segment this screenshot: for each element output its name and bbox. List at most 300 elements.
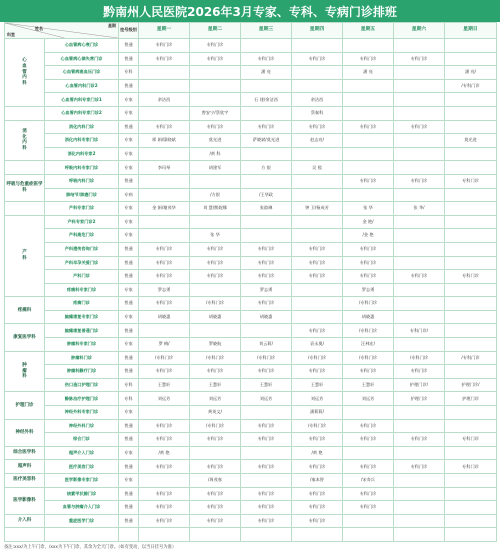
- schedule-cell: [343, 134, 394, 148]
- schedule-cell: [241, 406, 292, 420]
- schedule-cell: 专科门诊: [343, 487, 394, 501]
- clinic-name-cell: 疼痛科专家门诊: [45, 283, 119, 297]
- day-header: 星期四: [292, 23, 343, 39]
- schedule-cell: [445, 256, 497, 270]
- schedule-cell: /方银: [190, 188, 241, 202]
- level-cell: 普通: [119, 433, 139, 447]
- schedule-cell: [445, 106, 497, 120]
- schedule-cell: [394, 419, 445, 433]
- level-header: 挂号级别: [119, 23, 139, 39]
- day-header: 星期三: [241, 23, 292, 39]
- schedule-cell: [394, 93, 445, 107]
- table-row: [5, 460, 497, 474]
- department-cell: 医疗美容科: [5, 474, 45, 488]
- schedule-cell: 专科门诊: [139, 297, 190, 311]
- schedule-cell: /专科门诊: [241, 351, 292, 365]
- schedule-cell: [343, 147, 394, 161]
- schedule-cell: /专科门诊: [190, 297, 241, 311]
- department-cell: [5, 528, 45, 542]
- clinic-name-cell: 肿瘤科静疗门诊: [45, 365, 119, 379]
- table-row: [5, 229, 497, 243]
- schedule-cell: [445, 514, 497, 528]
- schedule-cell: 专科门诊: [241, 433, 292, 447]
- table-row: [5, 134, 497, 148]
- level-cell: 专科: [119, 66, 139, 80]
- schedule-cell: [292, 147, 343, 161]
- schedule-cell: [139, 229, 190, 243]
- schedule-table: [4, 22, 497, 542]
- level-cell: 专家: [119, 93, 139, 107]
- schedule-cell: 罗 梅/: [139, 338, 190, 352]
- clinic-name-cell: 消化内科专家2: [45, 147, 119, 161]
- schedule-cell: 专科门诊: [394, 433, 445, 447]
- schedule-cell: 潘 亮/: [445, 66, 497, 80]
- table-row: [5, 270, 497, 284]
- clinic-name-cell: 神经外科门诊: [45, 419, 119, 433]
- schedule-cell: [241, 79, 292, 93]
- department-cell: 康复医学科: [5, 324, 45, 351]
- level-cell: 普通: [119, 487, 139, 501]
- department-cell: [5, 161, 45, 175]
- schedule-cell: [445, 202, 497, 216]
- schedule-cell: 专科门诊: [241, 256, 292, 270]
- schedule-cell: /专科门诊: [292, 419, 343, 433]
- schedule-cell: 专科门诊: [292, 514, 343, 528]
- schedule-cell: 刘远芳: [190, 392, 241, 406]
- table-header-row: [5, 23, 497, 39]
- schedule-cell: /专科门诊: [343, 324, 394, 338]
- schedule-cell: [394, 474, 445, 488]
- schedule-cell: 专科门诊: [343, 433, 394, 447]
- schedule-cell: 专科门诊: [190, 256, 241, 270]
- schedule-cell: [139, 188, 190, 202]
- schedule-cell: [445, 161, 497, 175]
- schedule-cell: 专科门诊: [139, 120, 190, 134]
- department-cell: 呼吸与危重症医学科: [5, 174, 45, 201]
- schedule-cell: 专科门诊: [394, 174, 445, 188]
- clinic-name-cell: 心血管内科专家门诊1: [45, 93, 119, 107]
- clinic-name-cell: 肺结节/肺癌门诊: [45, 188, 119, 202]
- schedule-cell: [343, 514, 394, 528]
- schedule-cell: 王慧轩: [139, 378, 190, 392]
- schedule-cell: 专科门诊/: [394, 324, 445, 338]
- schedule-cell: 专科门诊: [241, 501, 292, 515]
- schedule-cell: /专科门诊: [445, 351, 497, 365]
- table-row: [5, 446, 497, 460]
- schedule-cell: 汪林宏/: [343, 338, 394, 352]
- schedule-cell: 专科门诊: [241, 297, 292, 311]
- schedule-cell: /专科门诊: [190, 419, 241, 433]
- schedule-cell: [394, 501, 445, 515]
- schedule-cell: [292, 79, 343, 93]
- schedule-cell: 护理门诊: [445, 392, 497, 406]
- schedule-cell: 专科门诊: [190, 460, 241, 474]
- schedule-cell: 专科门诊: [190, 433, 241, 447]
- schedule-cell: 专科门诊: [343, 419, 394, 433]
- schedule-cell: 专科门诊: [292, 120, 343, 134]
- table-row: [5, 324, 497, 338]
- schedule-cell: [139, 106, 190, 120]
- schedule-cell: 专科门诊: [343, 270, 394, 284]
- schedule-cell: [292, 215, 343, 229]
- schedule-cell: 专科门诊: [445, 433, 497, 447]
- schedule-cell: 专科门诊: [343, 460, 394, 474]
- schedule-cell: 专科门诊: [139, 242, 190, 256]
- schedule-cell: [139, 215, 190, 229]
- level-cell: 普通: [119, 79, 139, 93]
- table-row: [5, 202, 497, 216]
- schedule-cell: 专科门诊: [292, 52, 343, 66]
- level-cell: 专科: [119, 392, 139, 406]
- schedule-cell: /专科门诊: [343, 351, 394, 365]
- table-row: [5, 256, 497, 270]
- schedule-cell: 专科门诊: [343, 52, 394, 66]
- clinic-name-cell: 超声介入门诊: [45, 446, 119, 460]
- schedule-cell: /黄 科: [190, 147, 241, 161]
- schedule-cell: 潘 亮: [343, 66, 394, 80]
- schedule-cell: [190, 528, 241, 542]
- schedule-cell: 张韵琳: [241, 202, 292, 216]
- schedule-cell: 专科门诊: [139, 487, 190, 501]
- clinic-name-cell: 呼吸内科专家门诊: [45, 161, 119, 175]
- table-row: [5, 39, 497, 53]
- schedule-cell: [394, 39, 445, 53]
- schedule-cell: 专科门诊: [190, 514, 241, 528]
- schedule-cell: 金 娟/谢茂华: [139, 202, 190, 216]
- schedule-cell: [445, 147, 497, 161]
- schedule-cell: 专科门诊: [139, 52, 190, 66]
- schedule-cell: [343, 106, 394, 120]
- schedule-cell: 赵志亮/: [292, 134, 343, 148]
- schedule-cell: [394, 161, 445, 175]
- schedule-cell: [445, 242, 497, 256]
- corner-label-name: 姓名: [35, 26, 43, 31]
- table-row: [5, 215, 497, 229]
- schedule-cell: 专科门诊: [190, 242, 241, 256]
- schedule-cell: [190, 174, 241, 188]
- schedule-cell: [139, 528, 190, 542]
- department-cell: 神经外科: [5, 419, 45, 446]
- level-cell: 普通: [119, 52, 139, 66]
- schedule-cell: 专科门诊: [190, 365, 241, 379]
- schedule-cell: [190, 93, 241, 107]
- schedule-cell: [139, 66, 190, 80]
- level-cell: 普通: [119, 324, 139, 338]
- schedule-cell: [343, 93, 394, 107]
- schedule-cell: 专科门诊: [139, 39, 190, 53]
- schedule-cell: 专科门诊: [241, 270, 292, 284]
- table-row: [5, 188, 497, 202]
- table-row: [5, 297, 497, 311]
- schedule-cell: [190, 324, 241, 338]
- schedule-cell: [139, 474, 190, 488]
- level-cell: 专家: [119, 338, 139, 352]
- schedule-cell: [394, 297, 445, 311]
- level-cell: 专家: [119, 474, 139, 488]
- schedule-cell: [343, 39, 394, 53]
- schedule-cell: 专科门诊: [343, 365, 394, 379]
- table-row: [5, 79, 497, 93]
- department-cell: 心 血 管 内 科: [5, 39, 45, 107]
- table-row: [5, 514, 497, 528]
- level-cell: 普通: [119, 174, 139, 188]
- schedule-cell: [445, 474, 497, 488]
- schedule-cell: [445, 120, 497, 134]
- schedule-cell: 胡晓惠: [343, 310, 394, 324]
- level-cell: 专家: [119, 215, 139, 229]
- schedule-cell: [394, 310, 445, 324]
- schedule-cell: 专科门诊: [445, 174, 497, 188]
- schedule-cell: 胡晓惠: [190, 310, 241, 324]
- schedule-cell: [445, 406, 497, 420]
- level-cell: 专家: [119, 106, 139, 120]
- schedule-cell: [394, 66, 445, 80]
- schedule-cell: 余洁西: [292, 93, 343, 107]
- schedule-cell: 专科门诊: [139, 365, 190, 379]
- schedule-cell: [445, 419, 497, 433]
- page-title: 黔南州人民医院2026年3月专家、专科、专病门诊排班: [0, 0, 500, 22]
- schedule-cell: [394, 215, 445, 229]
- schedule-cell: [445, 324, 497, 338]
- schedule-cell: 石 建/余洁西: [241, 93, 292, 107]
- level-cell: 专家: [119, 229, 139, 243]
- schedule-cell: 专科门诊: [292, 242, 343, 256]
- schedule-cell: [292, 283, 343, 297]
- schedule-cell: 蔡秦科: [292, 106, 343, 120]
- level-cell: 专家: [119, 406, 139, 420]
- table-row: [5, 310, 497, 324]
- schedule-cell: 专科门诊: [241, 120, 292, 134]
- clinic-name-cell: 医疗美容门诊: [45, 460, 119, 474]
- clinic-name-cell: 心血管病高血压门诊: [45, 66, 119, 80]
- schedule-cell: [445, 52, 497, 66]
- schedule-cell: 莫光进: [190, 134, 241, 148]
- schedule-cell: /周茂春: [190, 474, 241, 488]
- schedule-cell: [394, 229, 445, 243]
- schedule-cell: [394, 487, 445, 501]
- level-cell: 专家: [119, 202, 139, 216]
- table-row: [5, 242, 497, 256]
- schedule-body: [5, 39, 497, 542]
- schedule-cell: [445, 446, 497, 460]
- day-header: 星期五: [343, 23, 394, 39]
- schedule-cell: 刘远芳: [292, 392, 343, 406]
- clinic-name-cell: 脑瘫康复普通门诊: [45, 324, 119, 338]
- table-row: [5, 528, 497, 542]
- department-cell: 产 科: [5, 215, 45, 297]
- schedule-cell: [292, 39, 343, 53]
- schedule-cell: [292, 188, 343, 202]
- schedule-cell: [241, 446, 292, 460]
- schedule-cell: 专科门诊: [190, 120, 241, 134]
- schedule-cell: [445, 93, 497, 107]
- schedule-cell: [445, 487, 497, 501]
- department-cell: 消 化 内 科: [5, 120, 45, 161]
- schedule-cell: 专科门诊: [241, 242, 292, 256]
- schedule-cell: 专科门诊: [190, 270, 241, 284]
- clinic-name-cell: 产科专家门诊2: [45, 215, 119, 229]
- schedule-cell: 专科门诊: [343, 501, 394, 515]
- level-cell: 专家: [119, 283, 139, 297]
- department-cell: 护理门诊: [5, 392, 45, 419]
- schedule-cell: [241, 174, 292, 188]
- schedule-cell: /专科门诊: [343, 297, 394, 311]
- schedule-cell: 专科门诊: [139, 460, 190, 474]
- schedule-cell: [241, 106, 292, 120]
- schedule-cell: [445, 338, 497, 352]
- schedule-cell: 罗志勇: [241, 283, 292, 297]
- table-row: [5, 93, 497, 107]
- schedule-cell: 专科门诊: [343, 174, 394, 188]
- schedule-cell: [139, 174, 190, 188]
- schedule-cell: [343, 528, 394, 542]
- schedule-cell: [343, 161, 394, 175]
- table-row: [5, 120, 497, 134]
- department-cell: 医学影像科: [5, 487, 45, 514]
- schedule-cell: 专科门诊: [343, 242, 394, 256]
- table-row: [5, 406, 497, 420]
- clinic-name-cell: 产科高危门诊: [45, 229, 119, 243]
- schedule-cell: 黄英文/: [190, 406, 241, 420]
- schedule-cell: 专科门诊: [343, 256, 394, 270]
- schedule-cell: 专科门诊: [139, 270, 190, 284]
- clinic-name-cell: 肿瘤科专家门诊: [45, 338, 119, 352]
- level-cell: 普通: [119, 514, 139, 528]
- schedule-cell: 胡建军: [190, 161, 241, 175]
- schedule-cell: /专科门诊: [394, 351, 445, 365]
- schedule-cell: [394, 528, 445, 542]
- schedule-cell: 专科门诊: [139, 256, 190, 270]
- schedule-cell: 专科门诊: [394, 270, 445, 284]
- schedule-cell: [343, 188, 394, 202]
- schedule-cell: 专科门诊: [241, 365, 292, 379]
- clinic-name-cell: 心血管内科门诊2: [45, 79, 119, 93]
- schedule-cell: 专科门诊: [292, 460, 343, 474]
- schedule-cell: 王慧轩: [343, 378, 394, 392]
- level-cell: 专科: [119, 378, 139, 392]
- schedule-cell: 曾安宁/蔡欣宇: [190, 106, 241, 120]
- level-cell: 普通: [119, 39, 139, 53]
- schedule-cell: [394, 134, 445, 148]
- schedule-cell: 专科门诊: [394, 120, 445, 134]
- schedule-cell: /专科门诊: [190, 351, 241, 365]
- schedule-cell: 专科门诊: [394, 365, 445, 379]
- schedule-cell: 专科门诊: [241, 514, 292, 528]
- level-cell: 专家: [119, 147, 139, 161]
- schedule-cell: 莫光进: [445, 134, 497, 148]
- table-row: [5, 392, 497, 406]
- schedule-cell: [139, 324, 190, 338]
- schedule-cell: [292, 528, 343, 542]
- clinic-name-cell: 消化内科专家门诊: [45, 134, 119, 148]
- schedule-cell: 专科门诊: [394, 52, 445, 66]
- level-cell: 专家: [119, 310, 139, 324]
- schedule-cell: [394, 338, 445, 352]
- schedule-cell: 罗志勇: [343, 283, 394, 297]
- clinic-name-cell: 产科遗传咨询门诊: [45, 242, 119, 256]
- schedule-cell: 专科门诊: [190, 39, 241, 53]
- schedule-cell: 专科门诊: [241, 487, 292, 501]
- schedule-cell: [445, 528, 497, 542]
- schedule-cell: [241, 215, 292, 229]
- schedule-cell: /专科门诊: [292, 351, 343, 365]
- level-cell: 普通: [119, 242, 139, 256]
- level-cell: 普通: [119, 460, 139, 474]
- table-row: [5, 351, 497, 365]
- schedule-cell: [394, 188, 445, 202]
- schedule-cell: [343, 446, 394, 460]
- schedule-cell: [241, 528, 292, 542]
- schedule-cell: [394, 446, 445, 460]
- schedule-cell: 王慧轩: [190, 378, 241, 392]
- level-cell: 普通: [119, 297, 139, 311]
- schedule-cell: 专科门诊: [241, 419, 292, 433]
- schedule-cell: 专科门诊: [445, 460, 497, 474]
- schedule-cell: [445, 215, 497, 229]
- clinic-name-cell: 综合门诊: [45, 433, 119, 447]
- day-header: 星期二: [190, 23, 241, 39]
- schedule-cell: [394, 79, 445, 93]
- table-row: [5, 52, 497, 66]
- clinic-name-cell: 血管与肿瘤介入门诊: [45, 501, 119, 515]
- department-cell: 综合医学科: [5, 446, 45, 460]
- schedule-cell: 潘 亮: [241, 66, 292, 80]
- department-cell: 肿 瘤 科: [5, 351, 45, 392]
- schedule-cell: [394, 256, 445, 270]
- clinic-name-cell: 脑瘫康复专家门诊: [45, 310, 119, 324]
- schedule-cell: [292, 229, 343, 243]
- schedule-cell: [445, 297, 497, 311]
- clinic-name-cell: 呼吸内科门诊: [45, 174, 119, 188]
- schedule-cell: 刘远芳: [241, 392, 292, 406]
- table-row: [5, 487, 497, 501]
- schedule-cell: [241, 474, 292, 488]
- schedule-cell: 张 华: [343, 202, 394, 216]
- schedule-cell: 王慧轩: [241, 378, 292, 392]
- schedule-cell: 专科门诊: [190, 487, 241, 501]
- clinic-name-cell: 心血管病心衰门诊: [45, 39, 119, 53]
- schedule-cell: /金 艳: [343, 229, 394, 243]
- schedule-cell: 专科门诊: [292, 324, 343, 338]
- schedule-cell: 方 银: [241, 161, 292, 175]
- table-row: [5, 419, 497, 433]
- clinic-name-cell: 核素甲状腺门诊: [45, 487, 119, 501]
- department-cell: [5, 202, 45, 216]
- department-cell: 介入科: [5, 514, 45, 528]
- schedule-cell: 专科门诊: [190, 52, 241, 66]
- schedule-cell: 专科门诊: [190, 501, 241, 515]
- level-cell: 普通: [119, 120, 139, 134]
- clinic-name-cell: 重症医学门诊: [45, 514, 119, 528]
- level-cell: 专家: [119, 134, 139, 148]
- schedule-cell: 专科门诊: [292, 433, 343, 447]
- schedule-cell: /黄 艳: [292, 446, 343, 460]
- schedule-cell: [445, 229, 497, 243]
- schedule-cell: [445, 501, 497, 515]
- corner-label-dept: 科室: [7, 31, 15, 37]
- schedule-cell: [190, 79, 241, 93]
- clinic-name-cell: 肿瘤科门诊: [45, 351, 119, 365]
- schedule-cell: [139, 79, 190, 93]
- schedule-cell: 专科门诊: [343, 120, 394, 134]
- schedule-cell: /宋寿兵: [343, 474, 394, 488]
- level-cell: 普通: [119, 365, 139, 379]
- clinic-name-cell: [45, 528, 119, 542]
- schedule-cell: [190, 66, 241, 80]
- schedule-cell: 护理门诊/: [394, 378, 445, 392]
- schedule-cell: 专科门诊: [139, 514, 190, 528]
- schedule-cell: [394, 406, 445, 420]
